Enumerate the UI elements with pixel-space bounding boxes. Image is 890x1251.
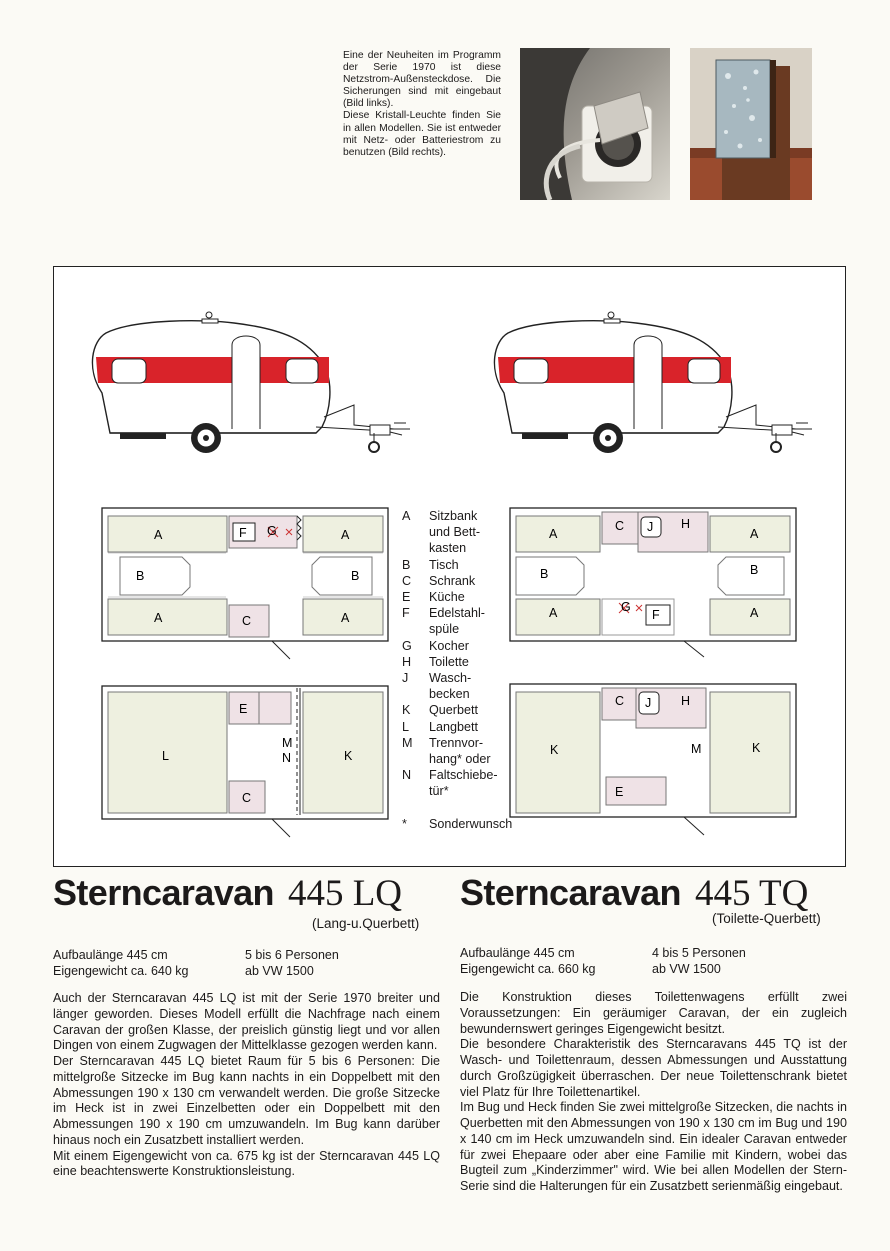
model-name-lq: 445 LQ bbox=[287, 873, 403, 914]
legend-label: kasten bbox=[429, 541, 467, 556]
legend-key bbox=[402, 621, 429, 637]
legend-key bbox=[402, 524, 429, 540]
spec-towcar-lq: ab VW 1500 bbox=[245, 963, 314, 978]
legend-item bbox=[402, 524, 522, 540]
subtitle-lq: (Lang-u.Querbett) bbox=[312, 916, 420, 931]
legend-label: und Bett- bbox=[429, 525, 481, 540]
legend-label: Kocher bbox=[429, 638, 469, 653]
plan-tq-top-j: J bbox=[647, 520, 654, 534]
plan-lq-top-a3: A bbox=[341, 528, 350, 542]
legend-label: becken bbox=[429, 687, 470, 702]
legend-item bbox=[402, 702, 522, 718]
plan-lq-bottom-l: L bbox=[162, 749, 169, 763]
caravan-side-view-tq bbox=[494, 312, 812, 453]
legend-item bbox=[402, 735, 522, 751]
brand-name-lq: Sterncaravan bbox=[53, 872, 274, 913]
legend-label: Edelstahl- bbox=[429, 606, 486, 621]
plan-lq-bottom-n: N bbox=[282, 751, 292, 765]
spec-length-tq: Aufbaulänge 445 cm bbox=[460, 946, 575, 960]
plan-tq-top-a2: A bbox=[549, 606, 558, 620]
legend-key: B bbox=[402, 557, 411, 572]
plan-lq-top-a1: A bbox=[154, 528, 163, 542]
plan-tq-top-c: C bbox=[615, 519, 625, 533]
plan-lq-top-b1: B bbox=[136, 569, 145, 583]
description-tq-p3: Im Bug und Heck finden Sie zwei mittelgroße Sitzecken, die nachts in Querbetten mit den Abmessungen von 190 x 130 cm im Bug und 190 x 140 cm im Heck umzuwandeln sind. Ein idealer Caravan entweder für zwei Ehepaare oder aber eine Familie mit Kindern, wobei das Bugteil zum „Kinderzimmer" wird. Wie bei allen Modellen der Stern-Serie sind die Halterungen für ein Zusatzbett serienmäßig eingebaut. bbox=[460, 1100, 847, 1193]
legend-label: Toilette bbox=[429, 654, 469, 669]
legend-item bbox=[402, 654, 522, 670]
legend-key: M bbox=[402, 735, 413, 750]
legend-key: H bbox=[402, 654, 412, 669]
legend-item bbox=[402, 540, 522, 556]
plan-lq-top-g: G bbox=[267, 524, 277, 538]
legend-key: E bbox=[402, 590, 411, 605]
description-tq bbox=[460, 990, 847, 1195]
plan-tq-top-h: H bbox=[681, 517, 691, 531]
description-lq-p3: Mit einem Eigengewicht von ca. 675 kg ist der Sterncaravan 445 LQ eine beachtenswerte Konstruktionsleistung. bbox=[53, 1148, 440, 1179]
description-tq-p1: Die Konstruktion dieses Toilettenwagens erfüllt zwei Voraussetzungen: Ein geräumiger Caravan, der ein zugleich bewundernswert geringes Eigengewicht besitzt. bbox=[460, 990, 847, 1036]
plan-tq-top-b2: B bbox=[750, 563, 759, 577]
floor-plan-lq-day bbox=[102, 508, 388, 659]
legend-item bbox=[402, 767, 522, 783]
legend-key: C bbox=[402, 573, 412, 588]
legend-note-text: Sonderwunsch bbox=[429, 816, 513, 831]
plan-tq-top-g: G bbox=[621, 600, 631, 614]
caravan-side-view-lq bbox=[92, 312, 410, 453]
legend-label: Langbett bbox=[429, 719, 479, 734]
plan-tq-bottom-m: M bbox=[691, 742, 702, 756]
plan-tq-top-b1: B bbox=[540, 567, 549, 581]
legend-label: spüle bbox=[429, 622, 460, 637]
spec-weight-lq: Eigengewicht ca. 640 kg bbox=[53, 963, 189, 978]
legend-label: Tisch bbox=[429, 557, 459, 572]
plan-tq-bottom-j: J bbox=[645, 696, 652, 710]
plan-tq-bottom-e: E bbox=[615, 785, 624, 799]
legend-key: L bbox=[402, 719, 410, 734]
legend-label: Wasch- bbox=[429, 671, 472, 686]
subtitle-tq: (Toilette-Querbett) bbox=[712, 911, 821, 926]
legend-spacer bbox=[402, 800, 522, 816]
power-socket-photo bbox=[520, 48, 670, 200]
legend-key: F bbox=[402, 606, 410, 621]
legend-item bbox=[402, 670, 522, 686]
description-lq-p1: Auch der Sterncaravan 445 LQ ist mit der Serie 1970 breiter und länger geworden. Dieses Modell erfüllt die Nachfrage nach einem Caravan der großen Klasse, der preislich günstig liegt und vor allen Dingen von einem Zugwagen der Mittelklasse gezogen werden kann. bbox=[53, 991, 440, 1053]
floor-plan-tq-day bbox=[510, 508, 796, 657]
plan-lq-top-f: F bbox=[239, 526, 247, 540]
legend-item bbox=[402, 783, 522, 799]
plan-lq-top-a4: A bbox=[341, 611, 350, 625]
legend-label: Faltschiebe- bbox=[429, 768, 498, 783]
spec-persons-lq: 5 bis 6 Personen bbox=[245, 948, 339, 962]
title-tq bbox=[460, 872, 808, 915]
description-lq bbox=[53, 991, 440, 1180]
plan-lq-bottom-k: K bbox=[344, 749, 353, 763]
plan-lq-top-c: C bbox=[242, 614, 252, 628]
legend-key bbox=[402, 751, 429, 767]
legend-key bbox=[402, 783, 429, 799]
spec-weight-tq: Eigengewicht ca. 660 kg bbox=[460, 961, 596, 976]
legend-item bbox=[402, 557, 522, 573]
legend-label: Sitzbank bbox=[429, 509, 478, 523]
legend-key: N bbox=[402, 768, 412, 783]
floor-plan-lq-night bbox=[102, 686, 388, 837]
legend-item bbox=[402, 573, 522, 589]
spec-towcar-tq: ab VW 1500 bbox=[652, 961, 721, 976]
plan-tq-bottom-h: H bbox=[681, 694, 691, 708]
plan-lq-top-a2: A bbox=[154, 611, 163, 625]
legend-key: K bbox=[402, 703, 411, 718]
legend-key bbox=[402, 686, 429, 702]
plan-tq-bottom-k2: K bbox=[752, 741, 761, 755]
plan-lq-bottom-m: M bbox=[282, 736, 293, 750]
plan-tq-top-a3: A bbox=[750, 527, 759, 541]
spec-length-lq: Aufbaulänge 445 cm bbox=[53, 948, 168, 962]
legend-label: Trennvor- bbox=[429, 735, 484, 750]
plan-tq-top-f: F bbox=[652, 608, 660, 622]
crystal-lamp-photo bbox=[690, 48, 812, 200]
legend-label: hang* oder bbox=[429, 752, 491, 767]
description-tq-p2: Die besondere Charakteristik des Sterncaravans 445 TQ ist der Wasch- und Toilettenraum, dessen Abmessungen und Ausstattung durch Großzügigkeit überraschen. Der neue Toilettenschrank bietet viel Platz für Ihre Toilettenartikel. bbox=[460, 1037, 847, 1099]
plan-tq-top-a4: A bbox=[750, 606, 759, 620]
floor-plan-legend bbox=[402, 508, 522, 832]
legend-key bbox=[402, 540, 429, 556]
legend-item bbox=[402, 719, 522, 735]
caption-paragraph-1: Eine der Neuheiten im Programm der Serie 1970 ist diese Netzstrom-Außensteckdose. Die Sicherungen sind mit eingebaut (Bild links). bbox=[343, 50, 501, 110]
description-lq-p2: Der Sterncaravan 445 LQ bietet Raum für 5 bis 6 Personen: Die mittelgroße Sitzecke im Bug kann nachts in ein Doppelbett mit den Abmessungen 190 x 130 cm verwandelt werden. Die große Sitzecke im Heck ist in zwei Einzelbetten oder ein Doppelbett mit den Abmessungen 190 x 190 cm umzuwandeln. Im Bug kann darüber hinaus noch ein Zusatzbett installiert werden. bbox=[53, 1054, 440, 1147]
photo-caption bbox=[343, 50, 501, 159]
plan-lq-bottom-e: E bbox=[239, 702, 248, 716]
legend-note bbox=[402, 816, 522, 832]
specs-tq bbox=[460, 946, 840, 978]
legend-label: Küche bbox=[429, 590, 465, 605]
specs-lq bbox=[53, 948, 433, 980]
plan-tq-bottom-k1: K bbox=[550, 743, 559, 757]
legend-note-key: * bbox=[402, 816, 407, 831]
plan-lq-top-b2: B bbox=[351, 569, 360, 583]
legend-item bbox=[402, 686, 522, 702]
legend-item bbox=[402, 589, 522, 605]
legend-key: J bbox=[402, 671, 409, 686]
plan-tq-top-a1: A bbox=[549, 527, 558, 541]
legend-item bbox=[402, 638, 522, 654]
plan-lq-bottom-c: C bbox=[242, 791, 252, 805]
title-lq bbox=[53, 872, 402, 915]
model-name-tq: 445 TQ bbox=[694, 873, 809, 914]
legend-item bbox=[402, 508, 522, 524]
plan-tq-bottom-c: C bbox=[615, 694, 625, 708]
brand-name-tq: Sterncaravan bbox=[460, 872, 681, 913]
legend-item bbox=[402, 621, 522, 637]
legend-label: Schrank bbox=[429, 573, 476, 588]
legend-key: G bbox=[402, 638, 412, 653]
legend-label: Querbett bbox=[429, 703, 479, 718]
caption-paragraph-2: Diese Kristall-Leuchte finden Sie in allen Modellen. Sie ist entweder mit Netz- oder Batteriestrom zu benutzen (Bild rechts). bbox=[343, 110, 501, 158]
legend-item bbox=[402, 751, 522, 767]
legend-label: tür* bbox=[429, 784, 449, 799]
legend-item bbox=[402, 605, 522, 621]
legend-key: A bbox=[402, 509, 411, 523]
floor-plan-tq-night bbox=[510, 684, 796, 835]
spec-persons-tq: 4 bis 5 Personen bbox=[652, 946, 746, 960]
